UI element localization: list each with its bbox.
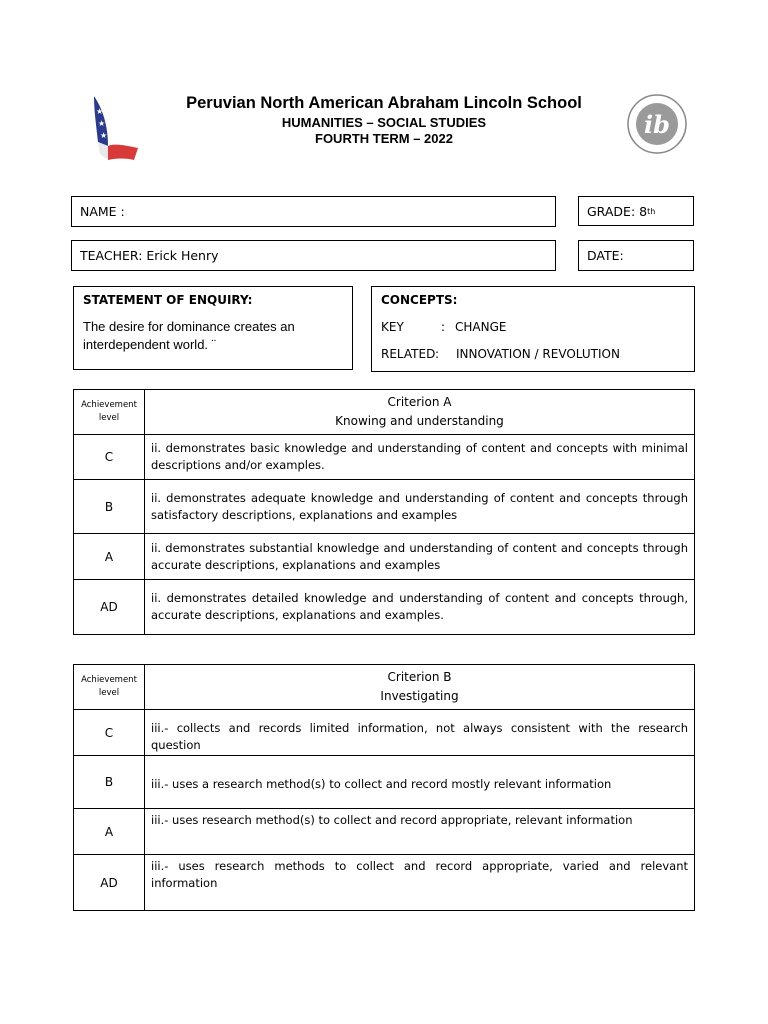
level-cell: AD xyxy=(74,580,145,635)
level-cell: A xyxy=(74,534,145,580)
svg-text:ib: ib xyxy=(644,110,670,139)
grade-suffix: th xyxy=(647,206,656,216)
grade-field[interactable] xyxy=(578,196,694,226)
descriptor-cell: ii. demonstrates substantial knowledge and understanding of content and concepts through accurate descriptions, explanations and examples xyxy=(145,534,695,580)
achievement-level-header: Achievement level xyxy=(74,390,145,435)
criterion-a-header xyxy=(145,390,695,435)
date-label: DATE: xyxy=(587,248,624,263)
statement-of-enquiry-box xyxy=(73,286,353,370)
term-title: FOURTH TERM – 2022 xyxy=(315,131,453,146)
achievement-level-header: Achievement level xyxy=(74,665,145,710)
criterion-a-title: Criterion A xyxy=(387,395,452,409)
table-row xyxy=(74,435,695,480)
table-row xyxy=(74,756,695,809)
related-concept-sep: : xyxy=(435,347,440,361)
table-row xyxy=(74,809,695,855)
key-concept-label: KEY xyxy=(381,320,404,334)
subject-title: HUMANITIES – SOCIAL STUDIES xyxy=(281,115,487,130)
descriptor-cell: iii.- uses a research method(s) to collect and record mostly relevant information xyxy=(145,756,695,809)
table-row xyxy=(74,855,695,911)
svg-text:★: ★ xyxy=(100,131,108,140)
descriptor-cell: iii.- collects and records limited information, not always consistent with the research question xyxy=(145,710,695,756)
date-field[interactable] xyxy=(578,240,694,271)
teacher-label: TEACHER: Erick Henry xyxy=(80,248,219,263)
level-cell: AD xyxy=(74,855,145,911)
descriptor-cell: iii.- uses research methods to collect and record appropriate, varied and relevant information xyxy=(145,855,695,911)
school-title: Peruvian North American Abraham Lincoln School xyxy=(186,94,582,112)
table-row xyxy=(74,710,695,756)
svg-text:★: ★ xyxy=(96,107,104,116)
name-field[interactable] xyxy=(71,196,556,227)
table-row xyxy=(74,534,695,580)
enquiry-heading: STATEMENT OF ENQUIRY: xyxy=(83,293,253,307)
table-row xyxy=(74,580,695,635)
descriptor-cell: ii. demonstrates detailed knowledge and understanding of content and concepts through, accurate descriptions, explanations and examples. xyxy=(145,580,695,635)
name-label: NAME : xyxy=(80,204,125,219)
criterion-b-table xyxy=(73,664,695,911)
level-cell: C xyxy=(74,435,145,480)
descriptor-cell: ii. demonstrates adequate knowledge and understanding of content and concepts through satisfactory descriptions, explanations and examples xyxy=(145,480,695,534)
enquiry-text: The desire for dominance creates an interdependent world. ¨ xyxy=(83,319,295,352)
level-cell: B xyxy=(74,756,145,809)
criterion-b-title: Criterion B xyxy=(387,670,452,684)
key-concept-row xyxy=(381,320,685,334)
concepts-heading: CONCEPTS: xyxy=(381,293,458,307)
key-concept-value: CHANGE xyxy=(455,320,507,334)
table-row xyxy=(74,480,695,534)
key-concept-sep: : xyxy=(441,320,446,334)
level-cell: B xyxy=(74,480,145,534)
criterion-a-table xyxy=(73,389,695,635)
criterion-a-subtitle: Knowing and understanding xyxy=(335,414,504,428)
teacher-field[interactable] xyxy=(71,240,556,271)
descriptor-cell: iii.- uses research method(s) to collect and record appropriate, relevant information xyxy=(145,809,695,855)
concepts-box xyxy=(371,286,695,372)
related-concept-row xyxy=(381,347,685,361)
criterion-b-subtitle: Investigating xyxy=(380,689,459,703)
grade-label: GRADE: 8 xyxy=(587,203,648,219)
level-cell: C xyxy=(74,710,145,756)
table-header-row xyxy=(74,665,695,710)
svg-text:★: ★ xyxy=(98,119,106,128)
related-concept-label: RELATED xyxy=(381,347,436,361)
related-concept-value: INNOVATION / REVOLUTION xyxy=(456,347,620,361)
descriptor-cell: ii. demonstrates basic knowledge and understanding of content and concepts with minimal descriptions and/or examples. xyxy=(145,435,695,480)
criterion-b-header xyxy=(145,665,695,710)
table-header-row xyxy=(74,390,695,435)
level-cell: A xyxy=(74,809,145,855)
